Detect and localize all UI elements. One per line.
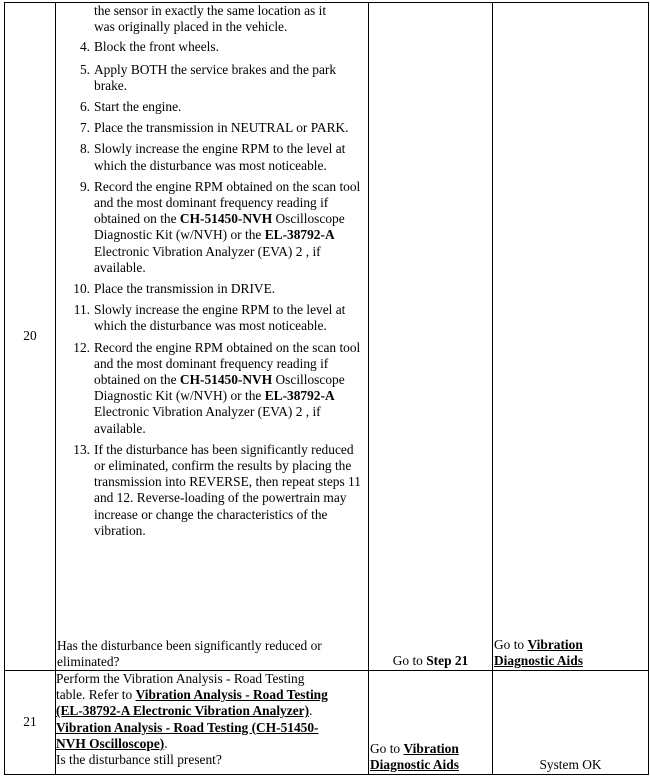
question-text: Has the disturbance been significantly reduced or eliminated?: [57, 637, 322, 669]
list-item-text: Slowly increase the engine RPM to the level at which the disturbance was most noticeable.: [94, 302, 346, 334]
table-row-step-21: [5, 671, 649, 775]
no-cell: [493, 671, 649, 775]
list-item-text: Apply BOTH the service brakes and the park brake.: [94, 61, 337, 93]
go-to-label: Go to: [370, 740, 404, 756]
intro-item: [56, 3, 368, 35]
list-item-text: [94, 340, 368, 437]
vibration-diagnostic-aids-link[interactable]: Vibration Diagnostic Aids: [494, 636, 583, 668]
list-item-6: [56, 99, 368, 115]
text-segment: Record the engine RPM obtained on the scan tool and the most dominant frequency reading if obtained on the: [94, 178, 361, 227]
text-segment: Record the engine RPM obtained on the scan tool and the most dominant frequency reading if obtained on the: [94, 339, 361, 388]
list-item-text: Place the transmission in NEUTRAL or PARK.: [94, 120, 349, 136]
road-testing-eva-link[interactable]: Vibration Analysis - Road Testing: [135, 687, 328, 703]
road-testing-nvh-link-cont[interactable]: NVH Oscilloscope): [56, 735, 165, 751]
yes-cell: [369, 671, 493, 775]
procedure-list: [56, 3, 368, 539]
list-item-13: [56, 442, 368, 539]
text-segment: Oscilloscope Diagnostic Kit (w/NVH) or the: [94, 372, 345, 404]
list-item-4: [56, 39, 368, 55]
step-number-text: 20: [23, 328, 37, 344]
list-item-5: [56, 62, 368, 94]
list-item-number: 4.: [79, 39, 90, 55]
list-item-number: 6.: [79, 99, 90, 115]
instruction-line: Perform the Vibration Analysis - Road Testing: [56, 671, 305, 686]
road-testing-eva-link-cont[interactable]: (EL-38792-A Electronic Vibration Analyzer): [56, 703, 310, 719]
text-segment: Oscilloscope Diagnostic Kit (w/NVH) or the: [94, 211, 345, 243]
text-segment: Electronic Vibration Analyzer (EVA) 2 , if available.: [94, 404, 321, 436]
go-to-label: Go to: [494, 636, 528, 652]
system-ok-text: System OK: [539, 756, 602, 772]
list-item-7: [56, 120, 368, 136]
intro-line-2: was originally placed in the vehicle.: [94, 19, 288, 35]
list-item-number: 5.: [79, 61, 90, 77]
action-cell: [56, 671, 369, 775]
list-item-number: 13.: [73, 441, 90, 457]
list-item-8: [56, 141, 368, 173]
list-item-number: 10.: [73, 281, 90, 297]
instruction-line: [56, 703, 368, 719]
vibration-diagnostic-aids-link[interactable]: Vibration Diagnostic Aids: [370, 740, 459, 772]
intro-line-1: the sensor in exactly the same location as it: [94, 3, 327, 18]
list-item-11: [56, 302, 368, 334]
text-segment: Electronic Vibration Analyzer (EVA) 2 , if available.: [94, 243, 321, 275]
instruction-line: [56, 720, 368, 736]
text-segment: table. Refer to: [56, 687, 136, 703]
step-21-link[interactable]: Step 21: [426, 652, 469, 668]
action-cell: [56, 3, 369, 671]
table-row-step-20: [5, 3, 649, 671]
diagnostic-table: [4, 2, 649, 775]
list-item-number: 7.: [79, 120, 90, 136]
list-item-text: If the disturbance has been significantly reduced or eliminated, confirm the results by placing the transmission into REVERSE, then repeat steps 11 and 12. Reverse-loading of the powertrain may increase or change the characteristics of the vibration.: [94, 441, 361, 538]
go-to-label: Go to: [392, 652, 427, 668]
text-segment: .: [164, 735, 168, 751]
step-number: [5, 671, 56, 775]
list-item-number: 9.: [79, 178, 90, 194]
tool-name: CH-51450-NVH: [179, 211, 273, 227]
list-item-number: 8.: [79, 141, 90, 157]
no-cell: [493, 3, 649, 671]
tool-name: EL-38792-A: [264, 227, 335, 243]
list-item-text: Start the engine.: [94, 99, 182, 115]
question-text: Is the disturbance still present?: [56, 752, 222, 768]
yes-cell: [369, 3, 493, 671]
instruction-line: [56, 736, 368, 752]
text-segment: .: [309, 703, 313, 719]
step-number: [5, 3, 56, 671]
road-testing-nvh-link[interactable]: Vibration Analysis - Road Testing (CH-51450-: [56, 719, 319, 735]
list-item-text: Block the front wheels.: [94, 39, 219, 55]
list-item-12: [56, 340, 368, 437]
tool-name: EL-38792-A: [264, 388, 335, 404]
list-item-number: 12.: [73, 339, 90, 355]
list-item-9: [56, 179, 368, 276]
list-item-number: 11.: [73, 302, 90, 318]
list-item-text: Place the transmission in DRIVE.: [94, 281, 276, 297]
instruction-line: [56, 687, 368, 703]
list-item-10: [56, 281, 368, 297]
step-number-text: 21: [23, 714, 37, 730]
list-item-text: Slowly increase the engine RPM to the level at which the disturbance was most noticeable.: [94, 141, 346, 173]
list-item-text: [94, 179, 368, 276]
tool-name: CH-51450-NVH: [179, 372, 273, 388]
